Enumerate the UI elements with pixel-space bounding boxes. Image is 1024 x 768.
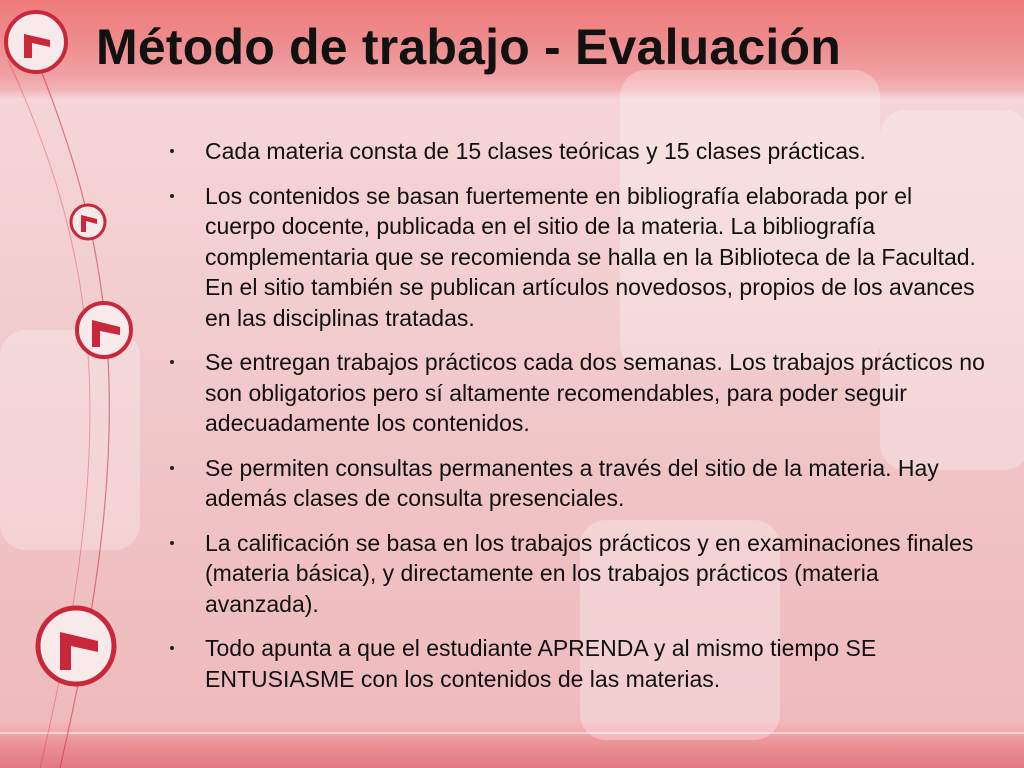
bullet-text: Los contenidos se basan fuertemente en bibliografía elaborada por el cuerpo docente, publicada en el sitio de la materia. La bibliografía complementaria que se recomienda se halla en la Biblioteca de la Facultad. En el sitio también se publican artículos novedosos, propios de los avances en las disciplinas tratadas. <box>205 182 976 331</box>
corner-arrow-icon <box>77 303 131 357</box>
bullet-text: Todo apunta a que el estudiante APRENDA y al mismo tiempo SE ENTUSIASME con los contenidos de las materias. <box>205 635 877 692</box>
bullet-item <box>166 528 986 620</box>
corner-arrow-icon <box>71 205 105 239</box>
bullet-item <box>166 633 986 694</box>
bullet-dot-icon <box>170 646 174 650</box>
bullet-item <box>166 136 986 167</box>
bullet-text: Se entregan trabajos prácticos cada dos semanas. Los trabajos prácticos no son obligatorios pero sí altamente recomendables, para poder seguir adecuadamente los contenidos. <box>205 349 985 436</box>
bullet-item <box>166 453 986 514</box>
bullet-dot-icon <box>170 541 174 545</box>
slide-title: Método de trabajo - Evaluación <box>96 19 841 75</box>
bullet-dot-icon <box>170 360 174 364</box>
left-decoration <box>0 0 160 768</box>
corner-arrow-icon <box>6 12 66 72</box>
bullet-text: La calificación se basa en los trabajos prácticos y en examinaciones finales (materia básica), y directamente en los trabajos prácticos (materia avanzada). <box>205 529 974 617</box>
bullet-dot-icon <box>170 466 174 470</box>
corner-arrow-icon <box>38 608 114 684</box>
bullet-item <box>166 347 986 439</box>
bullet-text: Se permiten consultas permanentes a través del sitio de la materia. Hay además clases de consulta presenciales. <box>205 454 939 511</box>
bullet-text: Cada materia consta de 15 clases teóricas y 15 clases prácticas. <box>205 138 866 164</box>
bullet-dot-icon <box>170 149 174 153</box>
bullet-dot-icon <box>170 194 174 198</box>
bullet-item <box>166 181 986 334</box>
bullet-list <box>166 136 986 708</box>
